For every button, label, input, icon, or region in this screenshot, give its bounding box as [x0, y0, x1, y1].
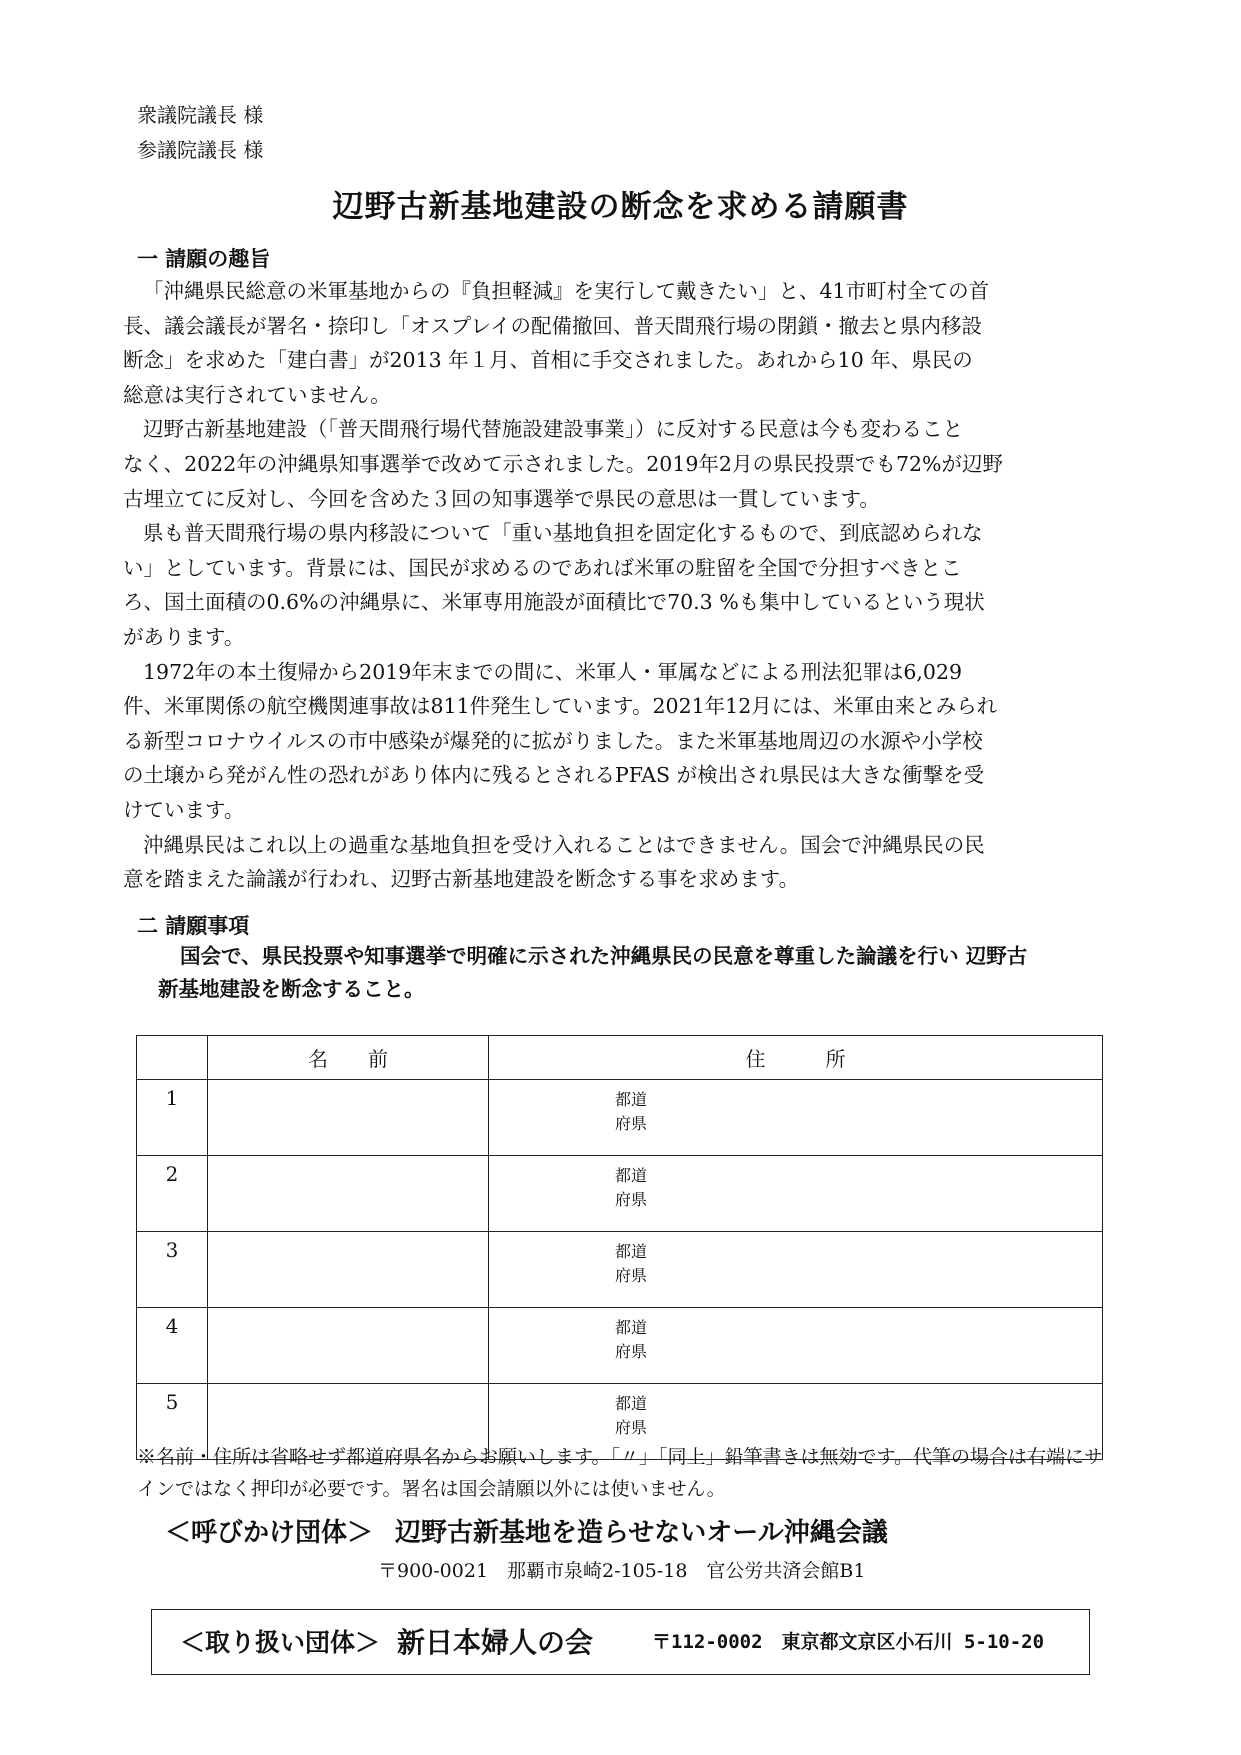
prefecture-label: 府県 — [615, 1418, 648, 1437]
body-line: い」としています。背景には、国民が求めるのであれば米軍の駐留を全国で分担すべきとこ — [123, 555, 962, 580]
row-number: 3 — [137, 1232, 208, 1308]
caller-label: ＜呼びかけ団体＞ — [165, 1518, 374, 1548]
document-title: 辺野古新基地建設の断念を求める請願書 — [332, 189, 909, 225]
prefecture-label: 府県 — [615, 1342, 648, 1361]
address-field[interactable] — [489, 1308, 1103, 1384]
addressee-house-of-representatives: 衆議院議長 様 — [137, 103, 264, 127]
caller-org-name: 辺野古新基地を造らせないオール沖縄会議 — [395, 1518, 888, 1548]
section-1-body — [123, 274, 1107, 897]
signature-note: ※名前・住所は省略せず都道府県名からお願いします。「〃」「同上」鉛筆書きは無効です。代筆の場合は右端にサインではなく押印が必要です。署名は国会請願以外には使いません。 — [137, 1446, 1103, 1500]
name-field[interactable] — [208, 1080, 489, 1156]
body-line: けています。 — [123, 797, 245, 822]
row-number: 2 — [137, 1156, 208, 1232]
body-line: る新型コロナウイルスの市中感染が爆発的に拡がりました。また米軍基地周辺の水源や小学校 — [123, 728, 983, 753]
section-2-heading: 二 請願事項 — [137, 914, 250, 938]
name-field[interactable] — [208, 1232, 489, 1308]
section-1-heading: 一 請願の趣旨 — [137, 247, 271, 271]
prefecture-label: 府県 — [615, 1266, 648, 1285]
body-line: なく、2022年の沖縄県知事選挙で改めて示されました。2019年2月の県民投票でも72%が辺野 — [123, 451, 1004, 476]
address-field[interactable] — [489, 1080, 1103, 1156]
body-line: の土壌から発がん性の恐れがあり体内に残るとされるPFAS が検出され県民は大きな衝撃を受 — [123, 763, 985, 788]
prefecture-label: 都道 — [615, 1166, 648, 1185]
address-field[interactable] — [489, 1156, 1103, 1232]
table-row — [137, 1308, 1103, 1384]
table-row — [137, 1156, 1103, 1232]
body-line: 「沖縄県民総意の米軍基地からの『負担軽減』を実行して戴きたい」と、41市町村全ての首 — [143, 279, 990, 303]
address-column-header: 住 所 — [489, 1036, 1103, 1080]
handler-org-name: 新日本婦人の会 — [397, 1626, 594, 1659]
prefecture-label: 府県 — [615, 1114, 648, 1133]
prefecture-label: 府県 — [615, 1190, 648, 1209]
handler-label: ＜取り扱い団体＞ — [180, 1628, 381, 1657]
number-header — [137, 1036, 208, 1080]
body-line: 沖縄県民はこれ以上の過重な基地負担を受け入れることはできません。国会で沖縄県民の民 — [143, 832, 985, 857]
signature-table — [136, 1035, 1103, 1460]
section-2-body — [138, 940, 1108, 1006]
request-line: 国会で、県民投票や知事選挙で明確に示された沖縄県民の民意を尊重した論議を行い 辺野古 — [180, 944, 1028, 968]
body-line: 県も普天間飛行場の県内移設について「重い基地負担を固定化するもので、到底認められな — [143, 521, 983, 546]
body-line: 件、米軍関係の航空機関連事故は811件発生しています。2021年12月には、米軍由来とみられ — [123, 694, 998, 719]
table-row — [137, 1080, 1103, 1156]
body-line: 辺野古新基地建設（「普天間飛行場代替施設建設事業」）に反対する民意は今も変わること — [143, 417, 963, 442]
address-field[interactable] — [489, 1232, 1103, 1308]
prefecture-label: 都道 — [615, 1318, 648, 1337]
body-line: 総意は実行されていません。 — [123, 382, 391, 407]
prefecture-label: 都道 — [615, 1090, 648, 1109]
name-field[interactable] — [208, 1156, 489, 1232]
table-row — [137, 1232, 1103, 1308]
body-line: 断念」を求めた「建白書」が2013 年１月、首相に手交されました。あれから10 年、県民の — [123, 348, 973, 373]
request-line: 新基地建設を断念すること。 — [158, 977, 425, 1001]
body-line: ろ、国土面積の0.6%の沖縄県に、米軍専用施設が面積比で70.3 %も集中しているという現状 — [123, 590, 985, 615]
row-number: 4 — [137, 1308, 208, 1384]
body-line: 1972年の本土復帰から2019年末までの間に、米軍人・軍属などによる刑法犯罪は6,029 — [143, 659, 963, 684]
body-line: 意を踏まえた論議が行われ、辺野古新基地建設を断念する事を求めます。 — [123, 867, 800, 892]
handling-organization-box — [151, 1609, 1090, 1675]
calling-organization — [165, 1512, 888, 1549]
name-field[interactable] — [208, 1308, 489, 1384]
row-number: 1 — [137, 1080, 208, 1156]
body-line: 長、議会議長が署名・捺印し「オスプレイの配備撤回、普天間飛行場の閉鎖・撤去と県内移設 — [123, 313, 982, 338]
row-number: 5 — [137, 1384, 208, 1460]
table-header-row — [137, 1036, 1103, 1080]
body-line: があります。 — [123, 624, 245, 649]
addressee-house-of-councillors: 参議院議長 様 — [137, 138, 264, 162]
caller-address: 〒900-0021 那覇市泉崎2-105-18 官公労共済会館B1 — [378, 1560, 866, 1582]
prefecture-label: 都道 — [615, 1242, 648, 1261]
body-line: 古埋立てに反対し、今回を含めた３回の知事選挙で県民の意思は一貫しています。 — [123, 486, 880, 511]
prefecture-label: 都道 — [615, 1394, 648, 1413]
handler-address: 〒112-0002 東京都文京区小石川 5-10-20 — [652, 1631, 1045, 1653]
name-column-header: 名 前 — [208, 1036, 489, 1080]
